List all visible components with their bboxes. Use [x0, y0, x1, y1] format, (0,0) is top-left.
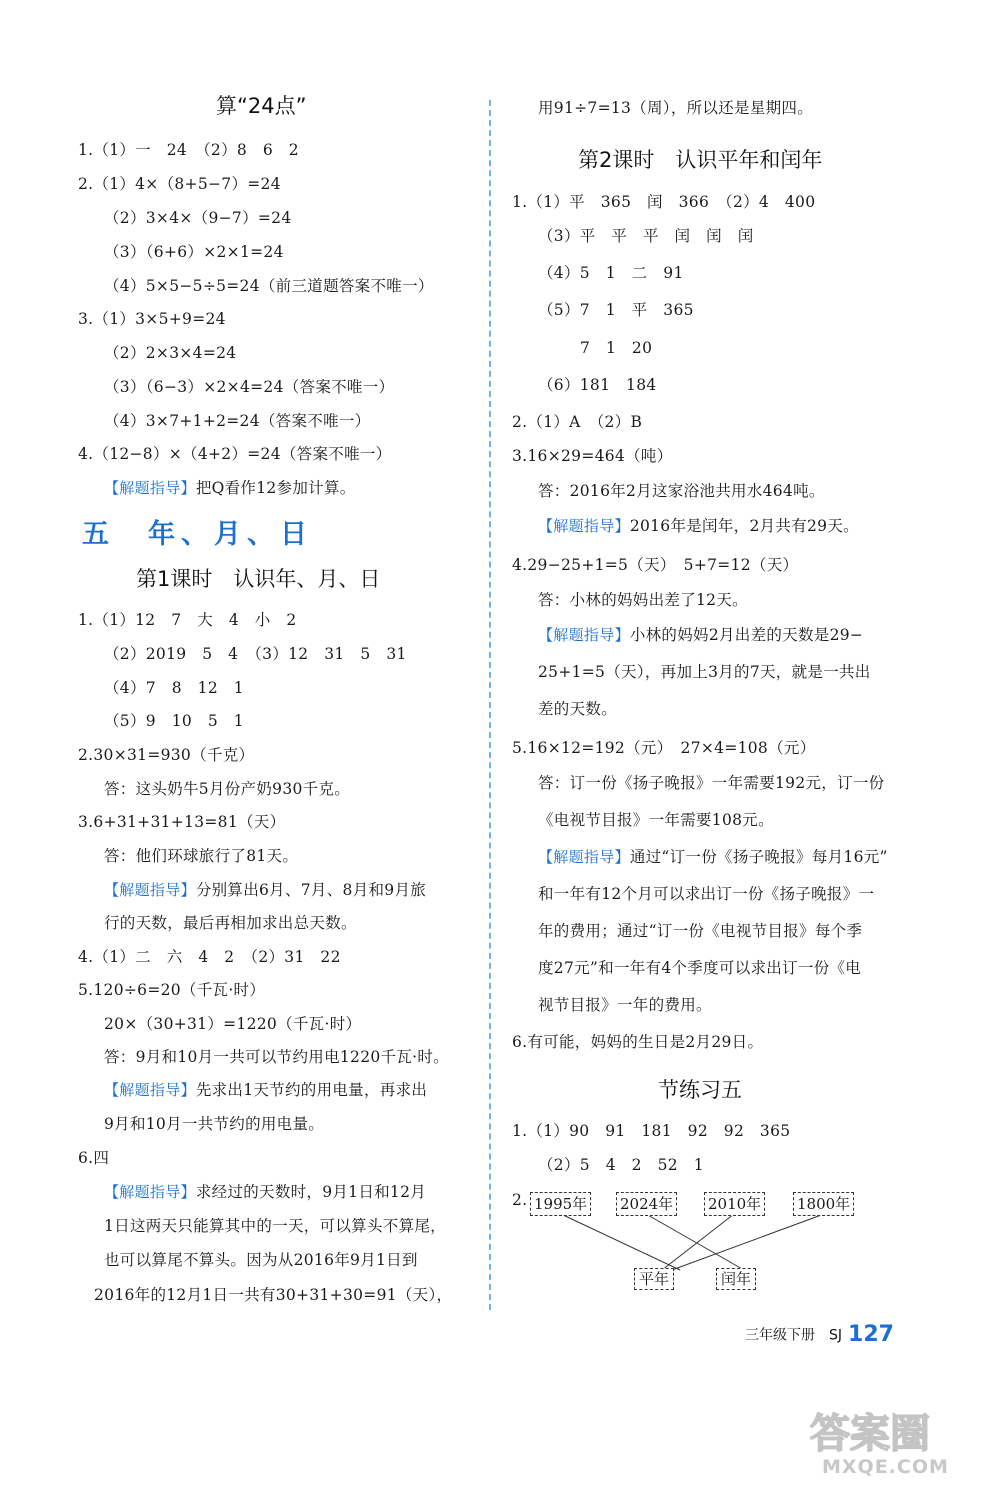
answer-line: 6.四	[78, 1149, 110, 1167]
year-box-1800: 1800年	[793, 1192, 854, 1216]
answer-line: 2.30×31=930（千克）	[78, 746, 255, 764]
guide-text: 小林的妈妈2月出差的天数是29−	[629, 626, 864, 644]
guide-text: 视节目报》一年的费用。	[538, 996, 712, 1014]
answer-line: （4）5 1 二 91	[538, 264, 684, 282]
answer-line: 5.120÷6=20（千瓦·时）	[78, 981, 266, 999]
practice-title: 节练习五	[658, 1078, 742, 1102]
answer-line: （3）（6+6）×2×1=24	[104, 243, 284, 261]
guide-note	[104, 478, 356, 498]
answer-line: 20×（30+31）=1220（千瓦·时）	[104, 1015, 362, 1033]
guide-text: 也可以算尾不算头。因为从2016年9月1日到	[104, 1251, 418, 1269]
answer-line: 答：2016年2月这家浴池共用水464吨。	[538, 482, 825, 500]
answer-line: 答：这头奶牛5月份产奶930千克。	[104, 780, 351, 798]
answer-line: 答：小林的妈妈出差了12天。	[538, 591, 748, 609]
column-divider	[489, 100, 491, 1310]
guide-text: 年的费用；通过“订一份《电视节目报》每个季	[538, 922, 863, 940]
answer-line: 3.6+31+31+13=81（天）	[78, 813, 286, 831]
guide-text: 分别算出6月、7月、8月和9月旅	[195, 881, 427, 899]
answer-line: 1.（1）12 7 大 4 小 2	[78, 611, 297, 629]
lesson-title: 第1课时 认识年、月、日	[136, 567, 381, 591]
guide-text: 差的天数。	[538, 700, 618, 718]
guide-label: 【解题指导】	[104, 479, 196, 497]
answer-line: 2.（1）4×（8+5−7）=24	[78, 175, 281, 193]
answer-line: （3）（6−3）×2×4=24（答案不唯一）	[104, 378, 395, 396]
answer-line: （4）5×5−5÷5=24（前三道题答案不唯一）	[104, 277, 434, 295]
answer-line: 2.（1）A （2）B	[512, 413, 643, 431]
guide-note	[104, 1080, 427, 1100]
answer-line: 7 1 20	[580, 339, 653, 357]
answer-line: 4.（12−8）×（4+2）=24（答案不唯一）	[78, 445, 392, 463]
answer-line: 4.（1）二 六 4 2 （2）31 22	[78, 948, 341, 966]
answer-line: （2）2019 5 4 （3）12 31 5 31	[104, 645, 407, 663]
guide-text: 25+1=5（天），再加上3月的7天，就是一共出	[538, 663, 871, 681]
answer-line: 答：订一份《扬子晚报》一年需要192元，订一份	[538, 774, 885, 792]
guide-text: 把Q看作12参加计算。	[195, 479, 356, 497]
guide-text: 先求出1天节约的用电量，再求出	[195, 1081, 428, 1099]
answer-line: 5.16×12=192（元） 27×4=108（元）	[512, 739, 816, 757]
match-line-2010-common	[662, 1214, 734, 1270]
year-box-2024: 2024年	[616, 1192, 677, 1216]
page-number: 127	[848, 1322, 894, 1347]
answer-line: 3.（1）3×5+9=24	[78, 310, 226, 328]
guide-text: 2016年的12月1日一共有30+31+30=91（天），	[94, 1286, 453, 1304]
guide-text: 和一年有12个月可以求出订一份《扬子晚报》一	[538, 885, 875, 903]
answer-line: （5）7 1 平 365	[538, 301, 694, 319]
guide-label: 【解题指导】	[538, 848, 630, 866]
match-line-1995-common	[561, 1214, 680, 1270]
guide-text: 行的天数，最后再相加求出总天数。	[104, 914, 357, 932]
answer-line: 1.（1）一 24 （2）8 6 2	[78, 141, 299, 159]
answer-line: 1.（1）平 365 闰 366 （2）4 400	[512, 193, 816, 211]
answer-line: （2）2×3×4=24	[104, 344, 237, 362]
answer-line: 《电视节目报》一年需要108元。	[538, 811, 774, 829]
guide-note	[538, 516, 859, 536]
result-box-leap-year: 闰年	[716, 1268, 756, 1290]
answer-line: 3.16×29=464（吨）	[512, 447, 673, 465]
guide-text: 求经过的天数时，9月1日和12月	[195, 1183, 427, 1201]
answer-line: 答：9月和10月一共可以节约用电1220千瓦·时。	[104, 1048, 449, 1066]
year-box-2010: 2010年	[704, 1192, 765, 1216]
answer-line: （4）3×7+1+2=24（答案不唯一）	[104, 412, 371, 430]
guide-label: 【解题指导】	[104, 1081, 196, 1099]
answer-line: （5）9 10 5 1	[104, 712, 244, 730]
answer-line: （2）3×4×（9−7）=24	[104, 209, 292, 227]
guide-note	[538, 847, 888, 867]
year-box-1995: 1995年	[530, 1192, 591, 1216]
question-label: 2.	[512, 1191, 528, 1209]
answer-line: （4）7 8 12 1	[104, 679, 244, 697]
guide-label: 【解题指导】	[538, 626, 630, 644]
answer-line: （3）平 平 平 闰 闰 闰	[538, 227, 754, 245]
continued-line: 用91÷7=13（周），所以还是星期四。	[538, 99, 814, 117]
watermark-logo: 答案圈	[810, 1411, 930, 1457]
grade-label: 三年级下册 SJ	[745, 1327, 843, 1344]
section-title-24points: 算“24点”	[216, 94, 307, 118]
page-footer	[745, 1322, 894, 1347]
guide-note	[538, 625, 863, 645]
unit-title: 五 年、月、日	[82, 519, 313, 550]
guide-label: 【解题指导】	[104, 881, 196, 899]
answer-line: 4.29−25+1=5（天） 5+7=12（天）	[512, 556, 799, 574]
guide-text: 度27元”和一年有4个季度可以求出订一份《电	[538, 959, 862, 977]
watermark-url: MXQE.COM	[822, 1456, 949, 1478]
watermark	[800, 1402, 980, 1480]
answer-line: （2）5 4 2 52 1	[538, 1156, 704, 1174]
guide-text: 1日这两天只能算其中的一天，可以算头不算尾，	[104, 1217, 446, 1235]
guide-note	[104, 880, 426, 900]
guide-label: 【解题指导】	[538, 517, 630, 535]
answer-line: 6.有可能，妈妈的生日是2月29日。	[512, 1033, 764, 1051]
answer-line: （6）181 184	[538, 376, 657, 394]
result-box-common-year: 平年	[634, 1268, 674, 1290]
lesson-title: 第2课时 认识平年和闰年	[578, 148, 823, 172]
answer-line: 答：他们环球旅行了81天。	[104, 847, 299, 865]
guide-text: 9月和10月一共节约的用电量。	[104, 1115, 325, 1133]
guide-label: 【解题指导】	[104, 1183, 196, 1201]
guide-text: 通过“订一份《扬子晚报》每月16元”	[629, 848, 888, 866]
answer-line: 1.（1）90 91 181 92 92 365	[512, 1122, 791, 1140]
guide-text: 2016年是闰年，2月共有29天。	[629, 517, 859, 535]
guide-note	[104, 1182, 426, 1202]
